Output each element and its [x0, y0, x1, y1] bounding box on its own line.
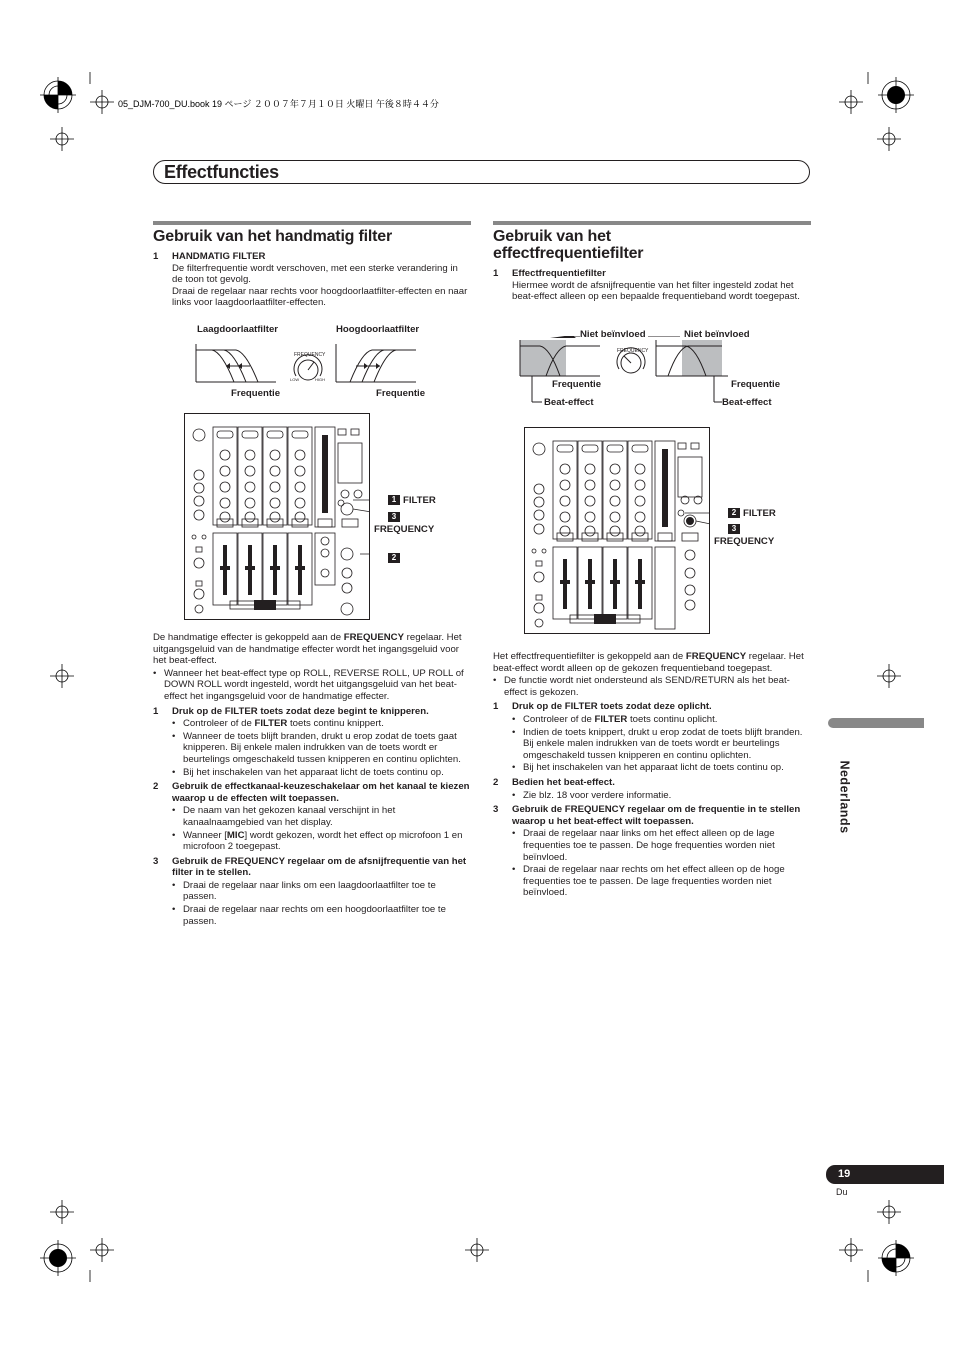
- frequency-knob-label: FREQUENCY: [617, 348, 649, 354]
- step-2: 2 Bedien het beat-effect.: [493, 776, 615, 788]
- bullet-item: • Controleer of de FILTER toets continu oplicht.: [512, 713, 718, 725]
- body-paragraph: De handmatige effecter is gekoppeld aan de FREQUENCY regelaar. Het uitgangsgeluid van de handmatige effecter wordt het ingangsgeluid voor het beat-effect.: [153, 632, 462, 667]
- callout-filter: [388, 495, 436, 506]
- lowpass-label: Laagdoorlaatfilter: [197, 324, 279, 335]
- step-1: 1 Druk op de FILTER toets zodat deze begint te knipperen.: [153, 705, 429, 717]
- item-title: Effectfrequentiefilter: [512, 268, 606, 279]
- bullet-item: • Draai de regelaar naar links om een laagdoorlaatfilter toe te passen.: [172, 879, 436, 903]
- not-affected-label: Niet beïnvloed: [580, 329, 646, 340]
- step-2: 2 Gebruik de effectkanaal-keuzeschakelaar om het kanaal te kiezen waarop u de effecten wilt toepassen.: [153, 781, 470, 804]
- page-title: Effectfuncties: [164, 162, 279, 182]
- knob-high-label: HIGH: [315, 377, 325, 382]
- bullet-item: • Wanneer [MIC] wordt gekozen, wordt het effect op microfoon 1 en microfoon 2 toegepast.: [172, 829, 463, 853]
- step-1: 1 Druk op de FILTER toets zodat deze oplicht.: [493, 701, 712, 713]
- bullet-item: • Wanneer het beat-effect type op ROLL, REVERSE ROLL, UP ROLL of DOWN ROLL wordt ingesteld, wordt het uitgangsgeluid van het beat-effect het ingangsgeluid voor de handmatige effecter.: [153, 667, 464, 702]
- item-text: Draai de regelaar naar rechts voor hoogdoorlaatfilter-effecten en naar links voor laagdoorlaatfilter-effecten.: [172, 285, 468, 309]
- bullet-item: • Bij het inschakelen van het apparaat licht de toets continu op.: [172, 766, 444, 778]
- bullet-item: • Draai de regelaar naar rechts om een hoogdoorlaatfilter toe te passen.: [172, 904, 446, 927]
- section-heading-left: Gebruik van het handmatig filter: [153, 228, 392, 245]
- callout-number: 1: [388, 495, 400, 505]
- mixer-illustration-right: [524, 427, 710, 634]
- beat-effect-label: Beat-effect: [722, 397, 772, 408]
- language-tab-bar: [828, 718, 924, 728]
- frequency-axis-label: Frequentie: [231, 388, 281, 399]
- left-intro: [153, 249, 471, 309]
- frequency-axis-label: Frequentie: [731, 379, 781, 390]
- book-file-header: 05_DJM-700_DU.book 19 ページ ２００７年７月１０日 火曜日 午後８時４４分: [118, 99, 439, 109]
- item-number: 1: [493, 268, 499, 279]
- bullet-item: • Wanneer de toets blijft branden, drukt u erop zodat de toets gaat knipperen. Bij enkele malen indrukken van de toets wordt er beurtelings omgeschakeld tussen knipperen en continu oplichten.: [172, 730, 461, 765]
- callout-channel: [388, 553, 403, 564]
- left-body: [153, 632, 471, 927]
- callout-frequency-label: FREQUENCY: [714, 536, 775, 547]
- section-heading-right: Gebruik van het effectfrequentiefilter: [493, 228, 644, 262]
- bullet-item: • De functie wordt niet ondersteund als SEND/RETURN als het beat-effect is gekozen.: [493, 675, 790, 698]
- callout-number: 3: [388, 512, 400, 522]
- callout-frequency-label: FREQUENCY: [374, 524, 435, 535]
- frequency-knob-label: FREQUENCY: [294, 352, 326, 358]
- knob-low-label: LOW: [290, 377, 300, 382]
- callout-number: 2: [388, 553, 400, 563]
- item-title: HANDMATIG FILTER: [172, 251, 266, 262]
- filter-curve-diagram: [190, 340, 430, 390]
- frequency-axis-label: Frequentie: [376, 388, 426, 399]
- callout-frequency: [388, 512, 403, 523]
- mixer-illustration-left: [184, 413, 370, 620]
- item-text: Hiermee wordt de afsnijfrequentie van het filter ingesteld zodat het beat-effect alleen op een bepaalde frequentieband wordt toegepast.: [512, 279, 800, 303]
- bullet-item: • Zie blz. 18 voor verdere informatie.: [512, 789, 672, 801]
- section-rule-left: [153, 221, 471, 225]
- page-language-code: Du: [836, 1187, 848, 1197]
- callout-label: FILTER: [403, 495, 436, 506]
- item-text: De filterfrequentie wordt verschoven, met een sterke verandering in de toon tot gevolg.: [172, 262, 458, 286]
- bullet-item: • Draai de regelaar naar links om het effect alleen op de lage frequenties toe te passen. De hoge frequenties worden niet beïnvloed.: [512, 828, 775, 863]
- bullet-item: • Bij het inschakelen van het apparaat licht de toets continu op.: [512, 762, 784, 774]
- callout-frequency: [728, 524, 743, 535]
- highpass-label: Hoogdoorlaatfilter: [336, 324, 420, 335]
- callout-label: FILTER: [743, 508, 776, 519]
- page-number: 19: [838, 1168, 851, 1180]
- frequency-axis-label: Frequentie: [552, 379, 602, 390]
- callout-number: 3: [728, 524, 740, 534]
- body-paragraph: Het effectfrequentiefilter is gekoppeld aan de FREQUENCY regelaar. Het beat-effect wordt alleen op de gekozen frequentieband toegepast.: [493, 651, 804, 674]
- language-label: Nederlands: [837, 760, 852, 834]
- right-intro: [493, 266, 811, 303]
- section-rule-right: [493, 221, 811, 225]
- bullet-item: • De naam van het gekozen kanaal verschijnt in het kanaalnaamgebied van het display.: [172, 805, 396, 828]
- right-body: [493, 651, 811, 899]
- item-number: 1: [153, 251, 159, 262]
- callout-filter: [728, 508, 776, 519]
- step-3: 3 Gebruik de FREQUENCY regelaar om de afsnijfrequentie van het filter in te stellen.: [153, 855, 467, 879]
- step-3: 3 Gebruik de FREQUENCY regelaar om de frequentie in te stellen waarop u het beat-effect wilt toepassen.: [493, 804, 801, 827]
- language-tab: [826, 760, 856, 834]
- page-title-bar: [153, 160, 810, 184]
- bullet-item: • Controleer of de FILTER toets continu knippert.: [172, 718, 384, 730]
- bullet-item: • Indien de toets knippert, drukt u erop zodat de toets blijft branden. Bij enkele malen indrukken van de toets wordt er beurtelings omgeschakeld tussen knipperen en continu oplichten.: [512, 726, 803, 761]
- callout-number: 2: [728, 508, 740, 518]
- beat-effect-label: Beat-effect: [544, 397, 594, 408]
- not-affected-label: Niet beïnvloed: [684, 329, 750, 340]
- page-number-box: [826, 1165, 944, 1184]
- bullet-item: • Draai de regelaar naar rechts om het effect alleen op de hoge frequenties toe te passen. De lage frequenties worden niet beïnvloed.: [512, 864, 785, 899]
